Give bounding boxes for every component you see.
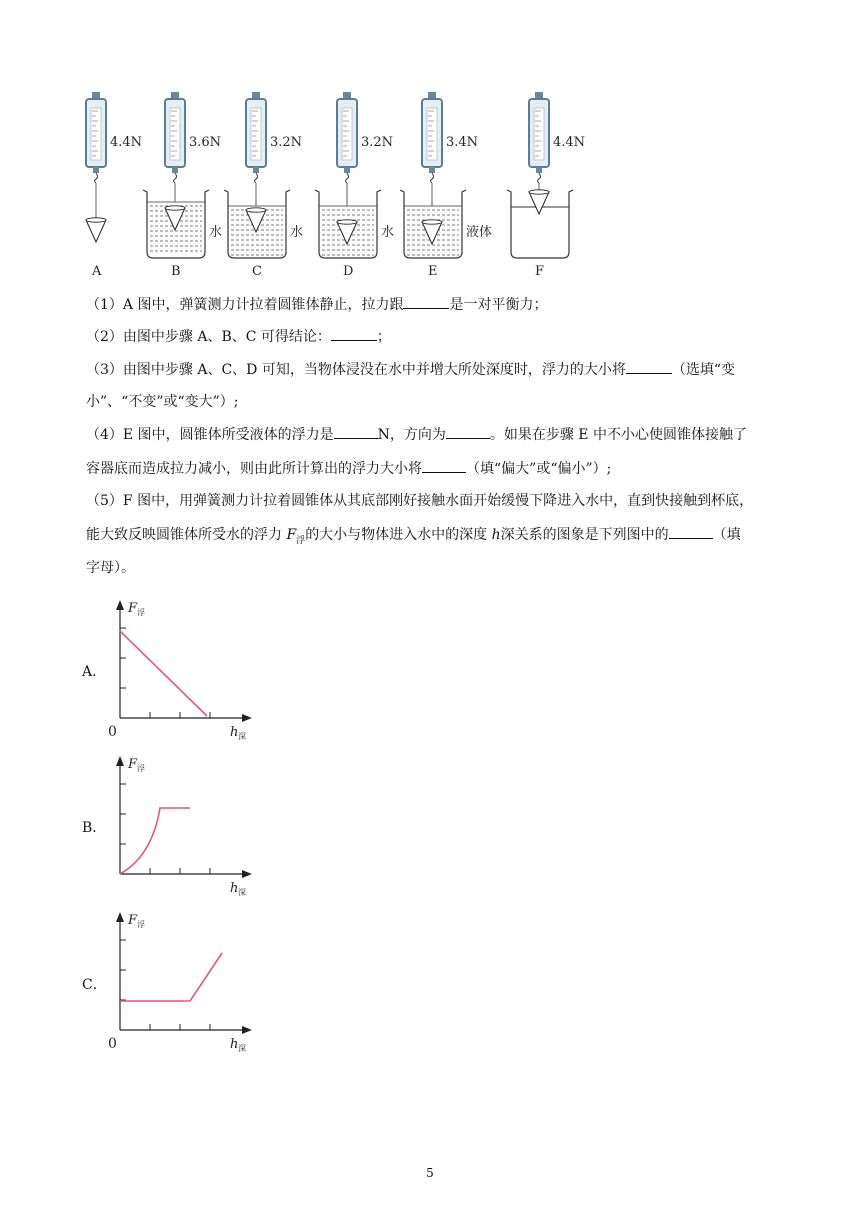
experiment-figure <box>70 80 610 285</box>
step-a <box>86 92 142 279</box>
cone <box>529 192 549 214</box>
q5-line2-b: 的大小与物体进入水中的深度 <box>305 527 488 543</box>
q1-text-end: 是一对平衡力； <box>449 297 548 313</box>
step-letter: A <box>92 264 102 279</box>
y-axis-label: F <box>128 601 138 616</box>
x-axis-arrow <box>242 870 252 878</box>
meter-reading: 4.4N <box>553 135 586 150</box>
step-letter: C <box>252 264 262 279</box>
question-5-line2 <box>86 524 741 552</box>
option-b-label: B． <box>82 820 107 836</box>
q4-text-b: N，方向为 <box>377 427 446 443</box>
q3-text-end: （选填“变 <box>671 362 736 378</box>
page-number: 5 <box>426 1166 434 1180</box>
answer-blank[interactable] <box>626 359 672 374</box>
q4-text: （4）E 图中，圆锥体所受液体的浮力是 <box>86 427 334 443</box>
meter-reading: 3.2N <box>270 135 303 150</box>
x-axis-subscript: 深 <box>238 1044 246 1053</box>
q5-line2-c: 深关系的图象是下列图中的 <box>500 527 669 543</box>
option-c-label: C． <box>82 977 107 993</box>
buoyancy-curve-b <box>120 808 190 874</box>
y-axis-subscript: 浮 <box>137 764 145 773</box>
q4-line2-end: （填“偏大”或“偏小”）; <box>466 461 612 477</box>
y-axis-arrow <box>116 600 124 610</box>
q1-text: （1）A 图中，弹簧测力计拉着圆锥体静止，拉力跟 <box>86 297 404 313</box>
y-axis-subscript: 浮 <box>137 920 145 929</box>
meter-base <box>172 167 178 173</box>
x-axis-label: h <box>230 1037 239 1052</box>
liquid-label: 液体 <box>466 225 493 240</box>
q5-line2-d: （填 <box>712 527 741 543</box>
step-b <box>143 92 222 279</box>
meter-base <box>344 167 350 173</box>
force-subscript: 浮 <box>296 535 306 546</box>
question-4-line2 <box>86 458 611 480</box>
q2-text-end: ； <box>376 329 391 345</box>
meter-reading: 3.6N <box>189 135 222 150</box>
question-2 <box>86 326 391 348</box>
cone <box>86 220 106 242</box>
step-letter: B <box>171 264 181 279</box>
question-5-line3: 字母）。 <box>86 560 135 576</box>
meter-reading: 4.4N <box>110 135 143 150</box>
liquid-label: 水 <box>209 225 223 240</box>
question-5: （5）F 图中，用弹簧测力计拉着圆锥体从其底部刚好接触水面开始缓慢下降进入水中，直到快接触到杯底， <box>86 493 754 509</box>
hook <box>431 173 434 183</box>
y-axis-arrow <box>116 756 124 766</box>
y-axis-subscript: 浮 <box>137 608 145 617</box>
answer-blank[interactable] <box>331 326 377 341</box>
hook <box>95 173 98 183</box>
answer-blank[interactable] <box>403 294 449 309</box>
meter-base <box>536 167 542 173</box>
step-d <box>315 92 394 279</box>
meter-base <box>429 167 435 173</box>
hook <box>346 173 349 183</box>
meter-reading: 3.4N <box>446 135 479 150</box>
answer-blank[interactable] <box>446 424 490 439</box>
meter-reading: 3.2N <box>361 135 394 150</box>
cone-top <box>246 208 266 212</box>
option-a-label: A． <box>82 664 107 680</box>
force-symbol: F <box>286 527 297 543</box>
q4-text-c: 。如果在步骤 E 中不小心使圆锥体接触了 <box>489 427 747 443</box>
question-3-line2: 小”、“不变”或“变大”）; <box>86 394 239 410</box>
q3-text: （3）由图中步骤 A、C、D 可知，当物体浸没在水中并增大所处深度时，浮力的大小将 <box>86 362 626 378</box>
buoyancy-curve-c <box>120 953 222 1001</box>
q4-line2-text: 容器底而造成拉力减小，则由此所计算出的浮力大小将 <box>86 461 422 477</box>
step-letter: F <box>535 264 545 279</box>
liquid-label: 水 <box>290 225 304 240</box>
liquid-label: 水 <box>381 225 395 240</box>
x-axis-arrow <box>242 1026 252 1034</box>
question-1 <box>86 294 547 316</box>
cone-top <box>165 206 185 210</box>
buoyancy-curve-a <box>120 631 207 716</box>
meter-base <box>253 167 259 173</box>
y-axis-arrow <box>116 912 124 922</box>
y-axis-label: F <box>128 757 138 772</box>
cone-top <box>337 220 357 224</box>
x-axis-label: h <box>230 725 239 740</box>
meter-base <box>93 167 99 173</box>
step-e <box>400 92 492 279</box>
x-axis-arrow <box>242 714 252 722</box>
cone-top <box>86 218 106 222</box>
q5-line2-text: 能大致反映圆锥体所受水的浮力 <box>86 527 282 543</box>
hook <box>174 173 177 183</box>
answer-blank[interactable] <box>669 524 713 539</box>
graph-option-a <box>100 596 270 746</box>
cone-top <box>529 190 549 194</box>
step-f <box>507 92 585 279</box>
depth-symbol: h <box>491 527 501 543</box>
step-letter: E <box>428 264 438 279</box>
x-axis-subscript: 深 <box>238 888 246 897</box>
step-letter: D <box>343 264 354 279</box>
graph-option-c <box>100 908 270 1058</box>
graph-option-b <box>100 752 270 902</box>
x-axis-subscript: 深 <box>238 732 246 741</box>
answer-blank[interactable] <box>422 458 466 473</box>
question-4 <box>86 424 747 446</box>
question-3 <box>86 359 735 381</box>
cone-top <box>422 220 442 224</box>
origin-label: 0 <box>108 1036 117 1052</box>
answer-blank[interactable] <box>334 424 378 439</box>
y-axis-label: F <box>128 913 138 928</box>
origin-label: 0 <box>108 724 117 740</box>
step-c <box>224 92 303 279</box>
x-axis-label: h <box>230 881 239 896</box>
q2-text: （2）由图中步骤 A、B、C 可得结论： <box>86 329 331 345</box>
hook <box>538 173 541 183</box>
hook <box>255 173 258 183</box>
